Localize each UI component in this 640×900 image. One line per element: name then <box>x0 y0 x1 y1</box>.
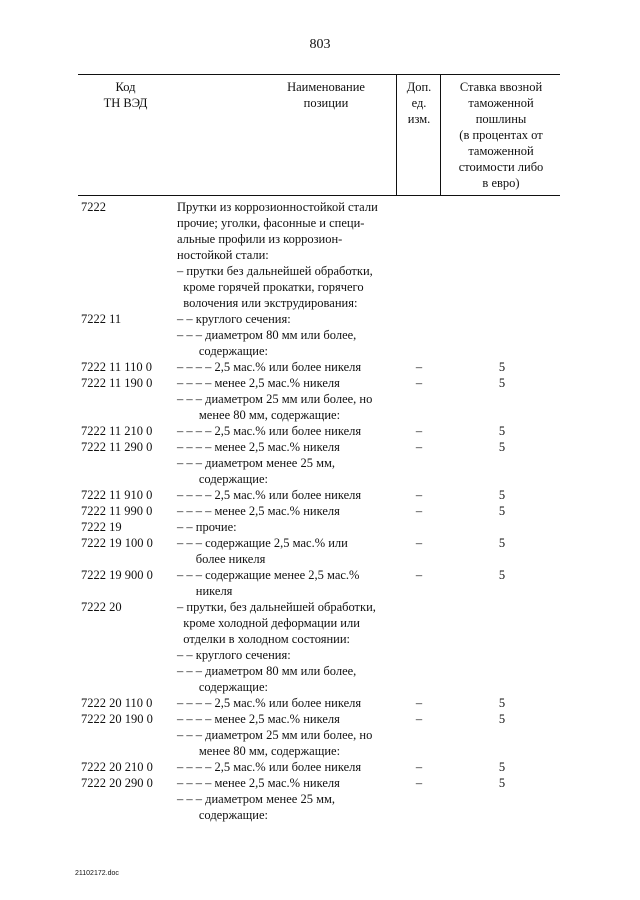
row-description <box>177 711 407 727</box>
header-code-line: ТН ВЭД <box>103 96 148 110</box>
header-code <box>78 79 173 111</box>
row-code: 7222 20 190 0 <box>81 712 153 726</box>
row-description-line: кроме холодной деформации или <box>177 616 360 630</box>
row-description-line: Прутки из коррозионностойкой стали <box>177 200 378 214</box>
row-description-line: – прутки, без дальнейшей обработки, <box>177 600 376 614</box>
header-unit <box>399 79 439 127</box>
header-rate-line: таможенной <box>468 96 534 110</box>
row-rate: 5 <box>498 696 506 710</box>
row-code: 7222 11 910 0 <box>81 488 153 502</box>
table-row <box>0 695 640 711</box>
table-row <box>0 647 640 663</box>
row-code: 7222 11 210 0 <box>81 424 153 438</box>
row-code: 7222 11 <box>81 312 122 326</box>
row-description-line: содержащие: <box>177 344 268 358</box>
footer-filename: 21102172.doc <box>75 870 119 877</box>
table-body <box>0 199 640 823</box>
header-name-line: позиции <box>303 96 349 110</box>
row-code: 7222 19 <box>81 520 122 534</box>
table-row <box>0 455 640 487</box>
row-description-line: – – – – менее 2,5 мас.% никеля <box>177 376 340 390</box>
row-description-line: – – прочие: <box>177 520 237 534</box>
row-description-line: более никеля <box>177 552 266 566</box>
header-unit-line: ед. <box>411 96 427 110</box>
table-row <box>0 727 640 759</box>
row-description-line: – – – – менее 2,5 мас.% никеля <box>177 776 340 790</box>
table-row <box>0 759 640 775</box>
row-code: 7222 19 900 0 <box>81 568 153 582</box>
row-rate: 5 <box>498 440 506 454</box>
row-description <box>177 423 407 439</box>
row-unit: – <box>415 568 423 582</box>
row-description <box>177 455 407 487</box>
row-description-line: менее 80 мм, содержащие: <box>177 744 341 758</box>
row-description <box>177 359 407 375</box>
header-rate-line: таможенной <box>468 144 534 158</box>
table-row <box>0 775 640 791</box>
row-description-line: – – круглого сечения: <box>177 648 291 662</box>
row-description <box>177 727 407 759</box>
header-rate <box>442 79 560 191</box>
row-unit: – <box>415 760 423 774</box>
row-description-line: менее 80 мм, содержащие: <box>177 408 341 422</box>
row-code: 7222 11 190 0 <box>81 376 153 390</box>
row-unit: – <box>415 504 423 518</box>
row-description <box>177 503 407 519</box>
row-description <box>177 439 407 455</box>
row-description <box>177 535 407 567</box>
row-unit: – <box>415 440 423 454</box>
row-description-line: – – круглого сечения: <box>177 312 291 326</box>
row-description <box>177 375 407 391</box>
row-description-line: – – – – 2,5 мас.% или более никеля <box>177 488 362 502</box>
row-description-line: содержащие: <box>177 680 268 694</box>
row-code: 7222 20 110 0 <box>81 696 153 710</box>
row-description <box>177 327 407 359</box>
table-header <box>78 74 560 196</box>
row-description-line: – – – диаметром 80 мм или более, <box>177 664 357 678</box>
row-description <box>177 647 407 663</box>
row-description <box>177 775 407 791</box>
row-rate: 5 <box>498 568 506 582</box>
row-description-line: – – – диаметром менее 25 мм, <box>177 456 336 470</box>
table-row <box>0 567 640 599</box>
row-description-line: – прутки без дальнейшей обработки, <box>177 264 373 278</box>
header-name-line: Наименование <box>287 80 365 94</box>
row-description-line: альные профили из коррозион- <box>177 232 343 246</box>
row-unit: – <box>415 424 423 438</box>
row-code: 7222 20 290 0 <box>81 776 153 790</box>
table-row <box>0 327 640 359</box>
row-description-line: прочие; уголки, фасонные и специ- <box>177 216 365 230</box>
table-row <box>0 599 640 647</box>
row-description-line: – – – – менее 2,5 мас.% никеля <box>177 504 340 518</box>
row-description-line: содержащие: <box>177 472 268 486</box>
table-row <box>0 535 640 567</box>
table-row <box>0 487 640 503</box>
row-description-line: волочения или экструдирования: <box>177 296 358 310</box>
row-description-line: – – – диаметром 80 мм или более, <box>177 328 357 342</box>
table-row <box>0 711 640 727</box>
table-row <box>0 375 640 391</box>
row-description-line: – – – – 2,5 мас.% или более никеля <box>177 696 362 710</box>
header-unit-line: Доп. <box>406 80 432 94</box>
header-rate-line: в евро) <box>482 176 520 190</box>
row-description-line: содержащие: <box>177 808 268 822</box>
row-unit: – <box>415 376 423 390</box>
row-description-line: – – – диаметром менее 25 мм, <box>177 792 336 806</box>
row-code: 7222 20 <box>81 600 122 614</box>
row-description-line: – – – диаметром 25 мм или более, но <box>177 392 373 406</box>
table-row <box>0 391 640 423</box>
row-rate: 5 <box>498 504 506 518</box>
row-description-line: – – – содержащие менее 2,5 мас.% <box>177 568 360 582</box>
row-description <box>177 487 407 503</box>
row-unit: – <box>415 360 423 374</box>
row-description <box>177 391 407 423</box>
header-rate-line: пошлины <box>475 112 527 126</box>
row-unit: – <box>415 696 423 710</box>
page-number: 803 <box>309 37 331 52</box>
row-description <box>177 567 407 599</box>
row-description <box>177 695 407 711</box>
row-rate: 5 <box>498 488 506 502</box>
row-code: 7222 <box>81 200 106 214</box>
header-rate-line: (в процентах от <box>459 128 543 142</box>
header-unit-line: изм. <box>407 112 431 126</box>
row-description-line: никеля <box>177 584 233 598</box>
row-code: 7222 11 110 0 <box>81 360 152 374</box>
row-code: 7222 11 990 0 <box>81 504 153 518</box>
table-row <box>0 519 640 535</box>
row-description <box>177 199 407 311</box>
row-description <box>177 663 407 695</box>
table-row <box>0 199 640 311</box>
row-description-line: – – – диаметром 25 мм или более, но <box>177 728 373 742</box>
row-rate: 5 <box>498 424 506 438</box>
table-row <box>0 423 640 439</box>
header-code-line: Код <box>115 80 136 94</box>
row-code: 7222 11 290 0 <box>81 440 153 454</box>
header-rate-line: стоимости либо <box>458 160 544 174</box>
header-rate-line: Ставка ввозной <box>459 80 543 94</box>
row-rate: 5 <box>498 376 506 390</box>
row-rate: 5 <box>498 360 506 374</box>
row-code: 7222 20 210 0 <box>81 760 153 774</box>
row-unit: – <box>415 776 423 790</box>
row-description-line: ностойкой стали: <box>177 248 269 262</box>
table-row <box>0 311 640 327</box>
row-code: 7222 19 100 0 <box>81 536 153 550</box>
row-description <box>177 311 407 327</box>
row-unit: – <box>415 536 423 550</box>
row-unit: – <box>415 712 423 726</box>
row-rate: 5 <box>498 760 506 774</box>
table-row <box>0 359 640 375</box>
row-description-line: – – – – 2,5 мас.% или более никеля <box>177 760 362 774</box>
row-description <box>177 791 407 823</box>
table-row <box>0 439 640 455</box>
row-description <box>177 519 407 535</box>
row-description-line: – – – – 2,5 мас.% или более никеля <box>177 360 362 374</box>
table-row <box>0 663 640 695</box>
row-rate: 5 <box>498 712 506 726</box>
row-unit: – <box>415 488 423 502</box>
table-row <box>0 791 640 823</box>
row-description-line: – – – – менее 2,5 мас.% никеля <box>177 440 340 454</box>
row-description-line: – – – содержащие 2,5 мас.% или <box>177 536 348 550</box>
row-description <box>177 759 407 775</box>
row-description-line: кроме горячей прокатки, горячего <box>177 280 364 294</box>
row-description-line: – – – – менее 2,5 мас.% никеля <box>177 712 340 726</box>
row-rate: 5 <box>498 776 506 790</box>
row-description <box>177 599 407 647</box>
row-rate: 5 <box>498 536 506 550</box>
table-row <box>0 503 640 519</box>
row-description-line: отделки в холодном состоянии: <box>177 632 351 646</box>
row-description-line: – – – – 2,5 мас.% или более никеля <box>177 424 362 438</box>
